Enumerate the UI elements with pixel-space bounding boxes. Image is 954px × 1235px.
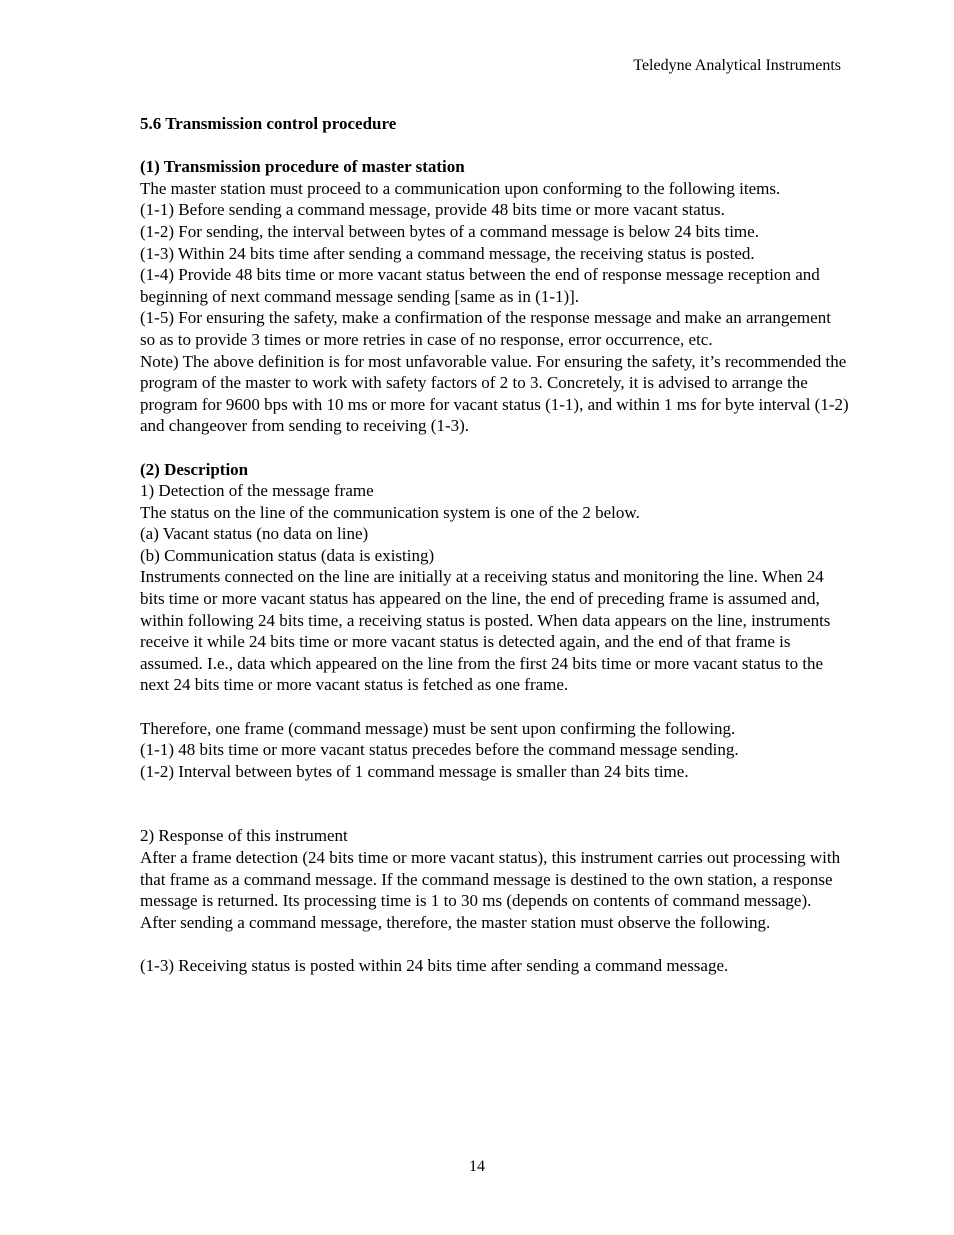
text-line: (1-1) 48 bits time or more vacant status precedes before the command message sending. (140, 740, 739, 760)
list-item: (1-5) For ensuring the safety, make a confirmation of the response message and make an arrangement so as to provide 3 times or more retries in case of no response, error occurrence, etc. (140, 308, 831, 349)
text-line: (b) Communication status (data is existing) (140, 545, 435, 565)
body-paragraph: Instruments connected on the line are initially at a receiving status and monitoring the line. When 24 bits time or more vacant status has appeared on the line, the end of preceding frame is assumed and, within following 24 bits time, a receiving status is posted. When data appears on the line, instruments receive it while 24 bits time or more vacant status is detected again, and the end of that frame is assumed. I.e., data which appeared on the line from the first 24 bits time or more vacant status to the next 24 bits time or more vacant status is fetched as one frame. (140, 567, 831, 695)
part1-heading: (1) Transmission procedure of master station (140, 157, 465, 177)
part2-heading: (2) Description (140, 459, 249, 479)
text-line: (1-3) Receiving status is posted within 24 bits time after sending a command message. (140, 955, 729, 975)
list-item: (1-1) Before sending a command message, provide 48 bits time or more vacant status. (140, 200, 725, 220)
list-item: (1-4) Provide 48 bits time or more vacant status between the end of response message reception and beginning of next command message sending [same as in (1-1)]. (140, 265, 820, 306)
section-title: 5.6 Transmission control procedure (140, 114, 397, 133)
part1-intro: The master station must proceed to a communication upon conforming to the following items. (140, 178, 781, 198)
page-header: Teledyne Analytical Instruments (633, 57, 841, 74)
subsection-title: 2) Response of this instrument (140, 826, 348, 846)
text-line: (a) Vacant status (no data on line) (140, 524, 369, 544)
note-paragraph: Note) The above definition is for most unfavorable value. For ensuring the safety, it’s recommended the program of the master to work with safety factors of 2 to 3. Concretely, it is advised to arrange the program for 9600 bps with 10 ms or more for vacant status (1-1), and within 1 ms for byte interval (1-2) and changeover from sending to receiving (1-3). (140, 351, 849, 436)
text-line: Therefore, one frame (command message) must be sent upon confirming the following. (140, 718, 736, 738)
page-number: 14 (469, 1158, 485, 1175)
text-line: (1-2) Interval between bytes of 1 command message is smaller than 24 bits time. (140, 761, 689, 781)
text-line: The status on the line of the communication system is one of the 2 below. (140, 502, 640, 522)
body-paragraph: After a frame detection (24 bits time or more vacant status), this instrument carries out processing with that frame as a command message. If the command message is destined to the own station, a response message is returned. Its processing time is 1 to 30 ms (depends on contents of command message). After sending a command message, therefore, the master station must observe the following. (140, 848, 841, 932)
list-item: (1-3) Within 24 bits time after sending a command message, the receiving status is posted. (140, 243, 755, 263)
document-body (140, 113, 850, 977)
list-item: (1-2) For sending, the interval between bytes of a command message is below 24 bits time. (140, 221, 759, 241)
subsection-title: 1) Detection of the message frame (140, 481, 374, 501)
